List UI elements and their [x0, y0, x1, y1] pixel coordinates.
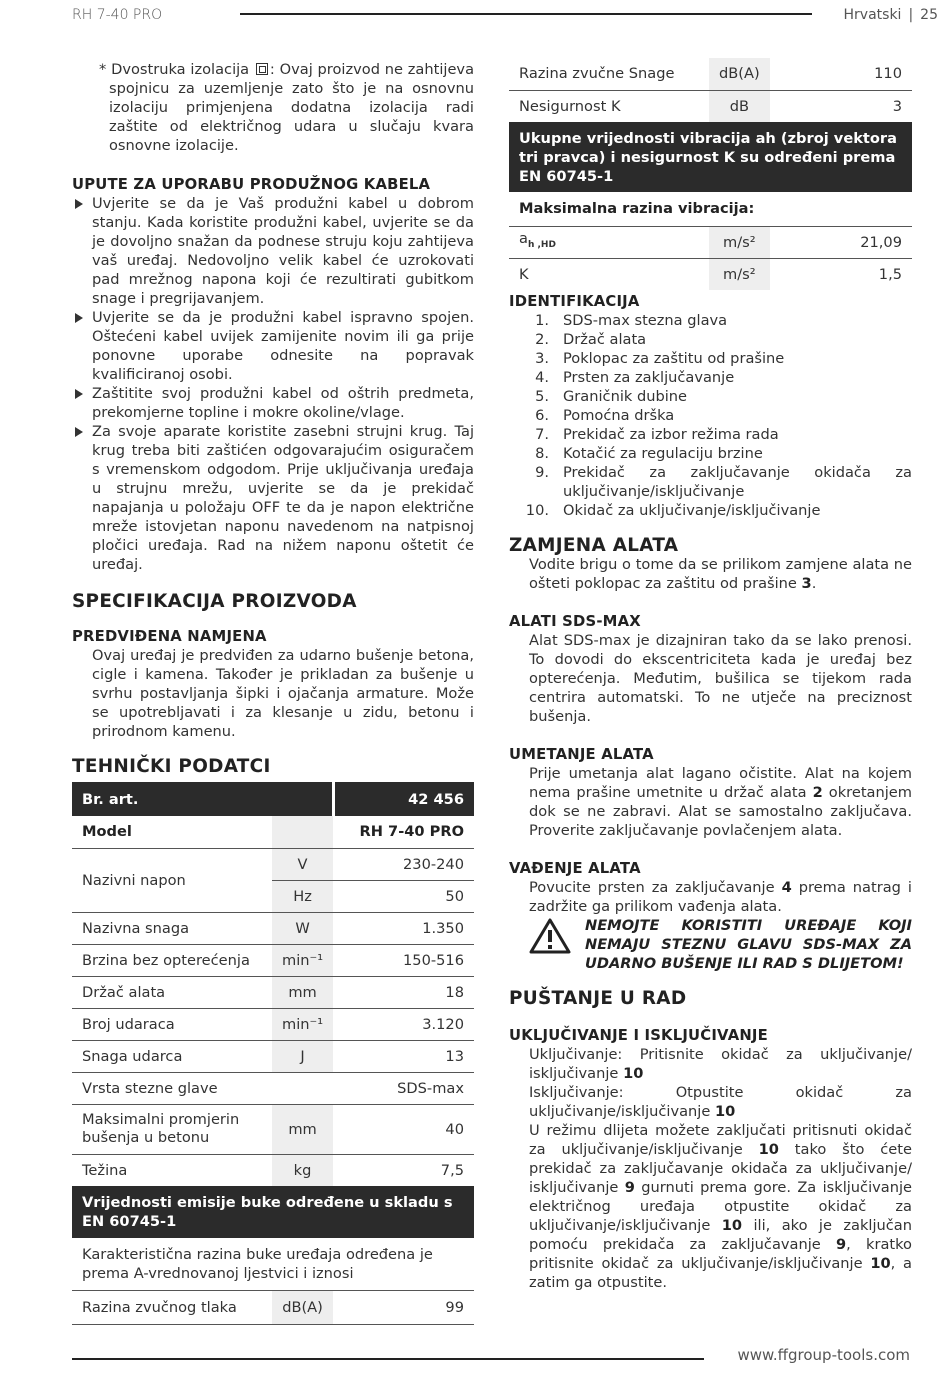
double-insulation-icon: [256, 63, 268, 75]
table-row: [72, 848, 474, 880]
cable-title: UPUTE ZA UPORABU PRODUŽNOG KABELA: [72, 176, 431, 193]
table-row: [72, 1290, 474, 1324]
replace-text: [509, 555, 912, 593]
row-value: 3.120: [333, 1008, 474, 1040]
part-ref: 10: [870, 1255, 891, 1272]
model-value: RH 7-40 PRO: [333, 816, 474, 848]
item-text: Kotačić za regulaciju brzine: [563, 445, 763, 462]
text: Isključivanje: Otpustite okidač za uključivanje/isključivanje: [529, 1084, 912, 1120]
list-item: Uvjerite se da je Vaš produžni kabel u dobrom stanju. Kada koristite produžni kabel, uvjerite se da je dovoljno snažan da podnese struju koju zahtijeva vaš uređaj. Nedovoljno velik kabel će uzrokovati pad mrežnog napona koji će rezultirati gubitkom snage i pregrijavanjem.: [72, 194, 474, 308]
row-unit: mm: [272, 976, 333, 1008]
k1-value: 3: [892, 97, 902, 115]
doc-model: RH 7-40 PRO: [72, 7, 163, 23]
table-row: [509, 58, 912, 90]
page-info: [844, 6, 938, 25]
part-ref: 4: [781, 879, 792, 896]
k2-unit: m/s²: [709, 258, 770, 290]
list-item: [509, 406, 912, 425]
item-number: 8.: [535, 445, 549, 462]
freq-value: 50: [333, 880, 474, 912]
text: gurnuti prema gore. Za isključivanje električnog uređaja otpustite okidač za uključivanje/isključivanje: [529, 1179, 912, 1234]
part-ref: 3: [801, 575, 812, 592]
table-row: [72, 1104, 474, 1154]
ah-label: [509, 226, 709, 258]
start-title: PUŠTANJE U RAD: [509, 988, 687, 1009]
part-ref: 2: [812, 784, 823, 801]
ident-title: IDENTIFIKACIJA: [509, 293, 640, 310]
spl-value: 99: [333, 1290, 474, 1324]
item-text: Prsten za zaključavanje: [563, 369, 735, 386]
text: Povucite prsten za zaključavanje: [529, 879, 782, 896]
text: , kratko pritisnite okidač za uključivanje/isključivanje: [529, 1236, 912, 1272]
row-unit: W: [272, 912, 333, 944]
list-item: [509, 425, 912, 444]
item-text: Poklopac za zaštitu od prašine: [563, 350, 785, 367]
k2-value: 1,5: [878, 265, 902, 283]
table-row: [72, 816, 474, 848]
text: prema natrag i zadržite ga prilikom vađenja alata.: [529, 879, 912, 915]
item-text: Prekidač za zaključavanje okidača za uključivanje/isključivanje: [563, 464, 912, 500]
item-text: Graničnik dubine: [563, 388, 688, 405]
item-text: Držač alata: [563, 331, 647, 348]
table-row: [72, 1008, 474, 1040]
table-row: [72, 1040, 474, 1072]
noise-header: Vrijednosti emisije buke određene u skladu s EN 60745-1: [72, 1186, 474, 1238]
text: ili, ako je zaključan pomoću prekidača za zaključavanje: [529, 1217, 912, 1253]
ah-subscript: h ,HD: [527, 239, 556, 250]
spl-unit: dB(A): [272, 1290, 333, 1324]
list-item: [509, 330, 912, 349]
table-row: [509, 258, 912, 290]
note-body: : Ovaj proizvod ne zahtijeva spojnicu za uzemljenje zato što je na osnovnu izolaciju primjenjena dodatna izolacija radi zaštite od električnog udara u slučaju kvara osnovne izolacije.: [109, 61, 475, 154]
drill-label: Maksimalni promjerin bušenja u betonu: [72, 1104, 272, 1154]
text: Vodite brigu o tome da se prilikom zamjene alata ne ošteti poklopac za zaštitu od prašine: [529, 556, 912, 592]
k2-label: K: [519, 265, 529, 283]
k1-label: Nesigurnost K: [519, 97, 621, 115]
art-value: 42 456: [333, 782, 474, 816]
chuck-value: SDS-max: [272, 1072, 474, 1104]
item-text: Prekidač za izbor režima rada: [563, 426, 779, 443]
drill-unit: mm: [272, 1104, 333, 1154]
swl-value: 110: [770, 58, 912, 90]
table-row: [72, 782, 474, 816]
table-row: [509, 122, 912, 192]
list-item: [509, 349, 912, 368]
text: .: [811, 575, 817, 592]
text: U režimu dlijeta možete zaključati pritisnuti okidač za uključivanje/isključivanje: [529, 1122, 912, 1158]
table-row: [72, 1186, 474, 1238]
part-ref: 10: [714, 1103, 736, 1120]
table-row: [72, 1072, 474, 1104]
table-row: [509, 192, 912, 226]
item-number: 1.: [535, 312, 549, 329]
right-column: [509, 58, 912, 1292]
onoff-title: UKLJUČIVANJE I ISKLJUČIVANJE: [509, 1027, 768, 1044]
list-item: Za svoje aparate koristite zasebni strujni krug. Taj krug treba biti zaštićen odgovarajućim osiguračem s vremenskom odgodom. Prije uključivanja uređaja u strujnu mrežu, uvjerite se da je prekidač napajanja u položaju OFF te da je napon električne mreže istovjetan naponu navedenom na natpisnoj pločici uređaja. Rad na nižem naponu oštetit će uređaj.: [72, 422, 474, 574]
insert-text: [509, 764, 912, 840]
item-number: 10.: [525, 502, 549, 519]
list-item: [509, 311, 912, 330]
part-ref: 10: [758, 1141, 779, 1158]
list-item: [509, 387, 912, 406]
weight-value: 7,5: [440, 1161, 464, 1179]
list-item: [509, 368, 912, 387]
sds-title: ALATI SDS-MAX: [509, 613, 641, 630]
part-ref: 10: [623, 1065, 644, 1082]
item-number: 6.: [535, 407, 549, 424]
k1-unit: dB: [709, 90, 770, 122]
list-item: Zaštitite svoj produžni kabel od oštrih predmeta, prekomjerne topline i mokre okoline/vlage.: [72, 384, 474, 422]
drill-value: 40: [333, 1104, 474, 1154]
row-label: Držač alata: [72, 976, 272, 1008]
table-row: [509, 90, 912, 122]
warning-text: [509, 916, 912, 973]
voltage-value: 230-240: [333, 848, 474, 880]
text: Prije umetanja alat lagano očistite. Alat na kojem nema prašine umetnite u držač alata: [529, 765, 912, 801]
note-star: *: [99, 61, 107, 78]
header-rule: [240, 13, 812, 15]
model-unit: [272, 816, 333, 848]
voltage-label: Nazivni napon: [72, 848, 272, 912]
model-label: Model: [72, 816, 272, 848]
table-row: [72, 1238, 474, 1290]
tech-table: [72, 782, 474, 1325]
table-row: [72, 912, 474, 944]
item-number: 7.: [535, 426, 549, 443]
weight-label: Težina: [82, 1161, 128, 1179]
list-item: [509, 444, 912, 463]
row-unit: J: [272, 1040, 333, 1072]
item-number: 4.: [535, 369, 549, 386]
row-value: 1.350: [333, 912, 474, 944]
swl-unit: dB(A): [709, 58, 770, 90]
insert-title: UMETANJE ALATA: [509, 746, 654, 763]
swl-label: Razina zvučne Snage: [509, 58, 709, 90]
tech-table-cont: [509, 58, 912, 290]
item-text: Pomoćna drška: [563, 407, 675, 424]
sds-text: Alat SDS-max je dizajniran tako da se lako prenosi. To dovodi do ekscentriciteta kada je uređaj bez opterećenja. Međutim, bušilica se tijekom rada centrira automatski. To ne utječe na preciznost bušenja.: [529, 632, 912, 725]
part-ref: 10: [721, 1217, 743, 1234]
text: Uključivanje: Pritisnite okidač za uključivanje/ isključivanje: [529, 1046, 912, 1082]
text: okretanjem dok se ne zabravi. Alat se samostalno zaključava. Proverite zaključavanje povlačenjem alata.: [529, 784, 913, 839]
row-unit: min⁻¹: [272, 944, 333, 976]
row-label: Brzina bez opterećenja: [72, 944, 272, 976]
freq-unit: Hz: [272, 880, 333, 912]
footer-website[interactable]: www.ffgroup-tools.com: [737, 1346, 910, 1364]
table-row: [509, 226, 912, 258]
part-ref: 9: [835, 1236, 847, 1253]
vib-max-label: Maksimalna razina vibracija:: [509, 192, 912, 226]
row-label: Broj udaraca: [72, 1008, 272, 1040]
part-ref: 9: [624, 1179, 635, 1196]
spl-label: Razina zvučnog tlaka: [72, 1290, 272, 1324]
table-row: [72, 1154, 474, 1186]
spec-title: SPECIFIKACIJA PROIZVODA: [72, 591, 357, 612]
vib-header: Ukupne vrijednosti vibracija ah (zbroj vektora tri pravca) i nesigurnost K su određeni prema EN 60745-1: [509, 122, 912, 192]
item-text: Okidač za uključivanje/isključivanje: [563, 502, 821, 519]
ah-value: 21,09: [770, 226, 912, 258]
replace-title: ZAMJENA ALATA: [509, 535, 679, 556]
item-text: SDS-max stezna glava: [563, 312, 728, 329]
row-unit: min⁻¹: [272, 1008, 333, 1040]
double-insulation-note: [72, 60, 474, 155]
row-value: 13: [333, 1040, 474, 1072]
remove-text: [509, 878, 912, 916]
on-text: [509, 1045, 912, 1083]
ah-unit: m/s²: [709, 226, 770, 258]
chuck-label: Vrsta stezne glave: [72, 1072, 272, 1104]
off-text: [509, 1083, 912, 1121]
ident-list: [509, 311, 912, 520]
tech-title: TEHNIČKI PODATCI: [72, 756, 271, 777]
intended-text: Ovaj uređaj je predviđen za udarno bušenje betona, cigle i kamena. Također je prikladan za bušenje u svrhu postavljanja šipki i ojačanja armature. Može se upotrebljavati i za klesanje u zidu, betonu i prirodnom kamenu.: [92, 647, 474, 740]
language: Hrvatski: [843, 7, 902, 23]
item-number: 9.: [535, 464, 549, 481]
list-item: [509, 501, 912, 520]
row-value: 150-516: [333, 944, 474, 976]
table-row: [72, 976, 474, 1008]
weight-unit: kg: [272, 1154, 333, 1186]
ah-symbol: a: [519, 230, 528, 248]
warning-message: NEMOJTE KORISTITI UREĐAJE KOJI NEMAJU STEZNU GLAVU SDS-MAX ZA UDARNO BUŠENJE ILI RAD S DLIJETOM!: [585, 917, 912, 972]
item-number: 3.: [535, 350, 549, 367]
row-value: 18: [333, 976, 474, 1008]
item-number: 5.: [535, 388, 549, 405]
item-number: 2.: [535, 331, 549, 348]
chisel-text: [509, 1121, 912, 1292]
page-number: 25: [920, 7, 938, 23]
list-item: [509, 463, 912, 501]
left-column: [72, 60, 474, 1325]
text: tako što ćete prekidač za zaključavanje okidača za uključivanje/ isključivanje: [529, 1141, 912, 1196]
cable-list: [72, 194, 474, 574]
art-label: Br. art.: [72, 782, 333, 816]
list-item: Uvjerite se da je produžni kabel ispravno spojen. Oštećeni kabel uvijek zamijenite novim ili ga prije ponovne uporabe odnesite na popravak kvalificiranoj osobi.: [72, 308, 474, 384]
row-label: Snaga udarca: [72, 1040, 272, 1072]
row-label: Nazivna snaga: [72, 912, 272, 944]
note-lead: Dvostruka izolacija: [111, 61, 250, 78]
noise-desc: Karakteristična razina buke uređaja određena je prema A-vrednovanoj ljestvici i iznosi: [72, 1238, 474, 1290]
warning-icon: [529, 918, 571, 954]
table-row: [72, 944, 474, 976]
text: , a zatim ga otpustite.: [529, 1255, 912, 1291]
voltage-unit: V: [272, 848, 333, 880]
separator: |: [908, 7, 914, 23]
intended-title: PREDVIĐENA NAMJENA: [72, 628, 267, 645]
remove-title: VAĐENJE ALATA: [509, 860, 641, 877]
footer-rule: [72, 1358, 704, 1360]
